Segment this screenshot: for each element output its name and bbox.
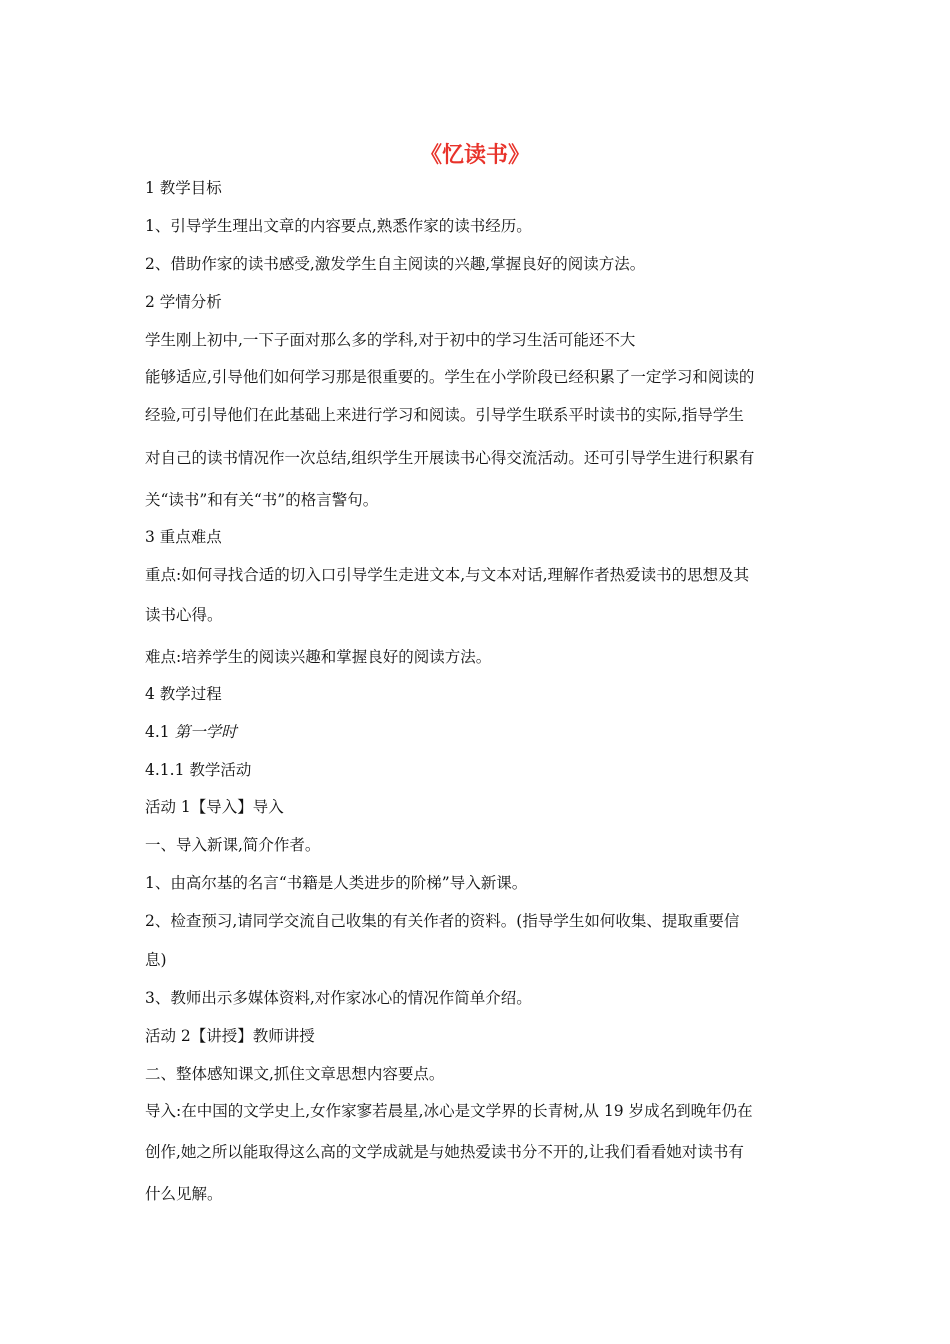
paragraph: 学生刚上初中,一下子面对那么多的学科,对于初中的学习生活可能还不大 bbox=[145, 331, 636, 349]
heading-student-analysis: 2 学情分析 bbox=[145, 293, 222, 311]
paragraph: 导入:在中国的文学史上,女作家寥若晨星,冰心是文学界的长青树,从 19 岁成名到晚年仍在 bbox=[145, 1102, 753, 1120]
paragraph: 2、检查预习,请同学交流自己收集的有关作者的资料。(指导学生如何收集、提取重要信 bbox=[145, 912, 740, 930]
paragraph: 1、由高尔基的名言“书籍是人类进步的阶梯”导入新课。 bbox=[145, 874, 528, 892]
heading-teaching-goals: 1 教学目标 bbox=[145, 179, 222, 197]
activity-title: 活动 2【讲授】教师讲授 bbox=[145, 1027, 315, 1045]
paragraph: 对自己的读书情况作一次总结,组织学生开展读书心得交流活动。还可引导学生进行积累有 bbox=[145, 449, 755, 467]
paragraph: 难点:培养学生的阅读兴趣和掌握良好的阅读方法。 bbox=[145, 648, 492, 666]
heading-key-points: 3 重点难点 bbox=[145, 528, 222, 546]
paragraph: 息) bbox=[145, 951, 167, 969]
paragraph: 1、引导学生理出文章的内容要点,熟悉作家的读书经历。 bbox=[145, 217, 532, 235]
heading-teaching-process: 4 教学过程 bbox=[145, 685, 222, 703]
paragraph: 关“读书”和有关“书”的格言警句。 bbox=[145, 491, 379, 509]
paragraph: 一、导入新课,简介作者。 bbox=[145, 836, 321, 854]
paragraph: 二、整体感知课文,抓住文章思想内容要点。 bbox=[145, 1065, 445, 1083]
paragraph: 什么见解。 bbox=[145, 1185, 223, 1203]
activity-title: 活动 1【导入】导入 bbox=[145, 798, 284, 816]
section-number: 4.1 bbox=[145, 723, 175, 741]
paragraph: 经验,可引导他们在此基础上来进行学习和阅读。引导学生联系平时读书的实际,指导学生 bbox=[145, 406, 744, 424]
paragraph: 创作,她之所以能取得这么高的文学成就是与她热爱读书分不开的,让我们看看她对读书有 bbox=[145, 1143, 744, 1161]
paragraph: 3、教师出示多媒体资料,对作家冰心的情况作简单介绍。 bbox=[145, 989, 532, 1007]
first-lesson-label: 第一学时 bbox=[174, 723, 237, 741]
paragraph: 重点:如何寻找合适的切入口引导学生走进文本,与文本对话,理解作者热爱读书的思想及其 bbox=[145, 566, 750, 584]
paragraph: 2、借助作家的读书感受,激发学生自主阅读的兴趣,掌握良好的阅读方法。 bbox=[145, 255, 646, 273]
subheading-activities: 4.1.1 教学活动 bbox=[145, 761, 252, 779]
paragraph: 能够适应,引导他们如何学习那是很重要的。学生在小学阶段已经积累了一定学习和阅读的 bbox=[145, 368, 755, 386]
subheading-first-lesson bbox=[145, 722, 825, 742]
document-title: 《忆读书》 bbox=[419, 143, 530, 168]
paragraph: 读书心得。 bbox=[145, 606, 223, 624]
